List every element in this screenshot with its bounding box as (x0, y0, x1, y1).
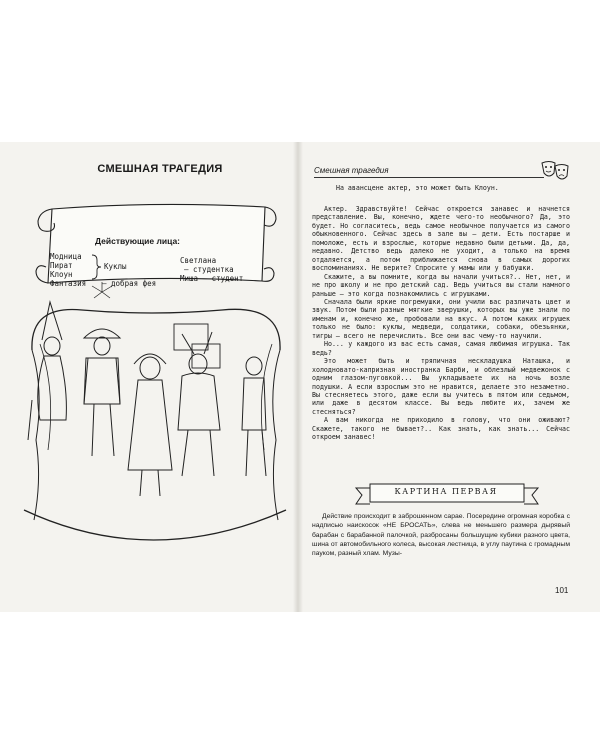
cast-role: – студент (202, 274, 244, 283)
paragraph: Действие происходит в заброшенном сарае. Посередине огромная коробка с надписью наискосок «НЕ БРОСАТЬ», слева не меньшего размера дырявый барабан с барабанной палочкой, разбросаны большущие кубики разного цвета, шина от автомобильного колеса, высокая лестница, в углу паутина с громадным пауком, разный хлам. Музы- (312, 513, 570, 558)
stage-direction-epigraph: На авансцене актер, это может быть Клоун. (336, 184, 499, 192)
cast-name: Фантазия (50, 279, 87, 288)
cast-name: Клоун (50, 270, 73, 279)
paragraph: Актер. Здравствуйте! Сейчас откроется занавес и начнется представление. Вы, конечно, ждете чего-то необычного? Да, это будет. Но согласитесь, ведь самое необычное получается из самого обыкновенного. Сейчас здесь в зале вы – дети. Есть постарше и помоложе, есть и взрослые, которые недавно были детьми. Да, да, недавно. Детство ведь далеко не уходит, а только на время отдаляется, а потом приближается снова в самых дорогих воспоминаниях. Не верите? Спросите у мамы или у бабушки. (312, 205, 570, 273)
scene-description (312, 512, 570, 558)
paragraph: Скажите, а вы помните, когда вы начали учиться?.. Нет, нет, и не про школу и не про детский сад. Ведь учиться вы стали намного раньше – это когда познакомились с игрушками. (312, 272, 570, 298)
cast-name: Пират (50, 261, 73, 270)
dialogue-text (312, 205, 570, 442)
paragraph: Но... у каждого из вас есть самая, самая любимая игрушка. Так ведь? (312, 340, 570, 357)
cast-name: Миша (180, 274, 199, 283)
page-number: 101 (555, 586, 569, 595)
stage-illustration (22, 280, 288, 605)
cast-name: Модница (50, 252, 82, 261)
running-head-rule (314, 177, 544, 178)
paragraph: Это может быть и тряпичная нескладушка Наташка, и холодновато-капризная иностранка Барби, и облезлый медвежонок с одним глазом-пуговкой... Вы укладываете их на ночь возле подушки. А если взрослым это не нравится, делаете это незаметно. Вы стесняетесь этого, даже если вы учитесь в пятом или седьмом, или даже в десятом классе. Вы ведь любите их, зачем же стесняться? (312, 357, 570, 416)
scene-title: КАРТИНА ПЕРВАЯ (394, 487, 498, 496)
brace-icon (90, 254, 102, 280)
running-head: Смешная трагедия (314, 166, 389, 175)
cast-right-1 (180, 256, 216, 265)
dolls-label: Куклы (104, 262, 127, 271)
fairy-label: – добрая фея (102, 279, 157, 288)
paragraph: Сначала были яркие погремушки, они учили вас различать цвет и звук. Потом были разные мягкие зверушки, которых вы уже знали по именам и, конечно же, пробовали на вкус. А потом каких игрушек только не было: куклы, медведи, солдатики, собаки, обезьянки, тигры – всего не перечислить. Все они вас чему-то научили. (312, 297, 570, 340)
cast-role: – студентка (184, 265, 234, 274)
theatre-masks-icon (540, 160, 570, 182)
paragraph: А вам никогда не приходило в голову, что они оживают? Скажете, такого не бывает?.. Как знать, как знать... Сейчас откроем занавес! (312, 416, 570, 442)
cast-name: Светлана (180, 256, 217, 265)
cast-heading: Действующие лица: (95, 236, 180, 246)
book-gutter (293, 142, 303, 612)
left-page-title: СМЕШНАЯ ТРАГЕДИЯ (97, 163, 223, 175)
